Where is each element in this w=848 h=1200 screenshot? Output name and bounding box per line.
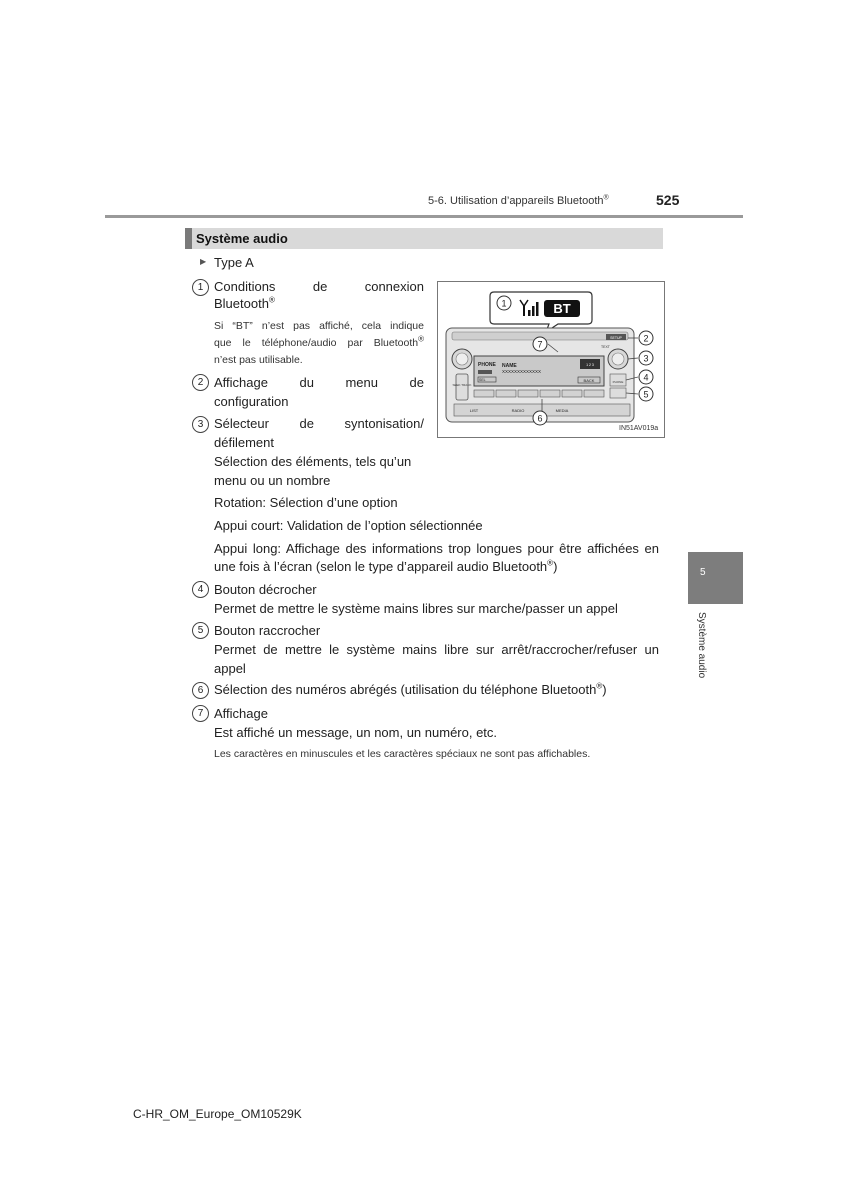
item-3-desc-line: Rotation: Sélection d’une option	[214, 495, 398, 510]
item-6-title-text: Sélection des numéros abrégés (utilisation du téléphone Bluetooth	[214, 682, 597, 697]
display-number-text: XXXXXXXXXXXXX	[502, 369, 542, 374]
item-4-title: Bouton décrocher	[214, 582, 317, 597]
item-3-desc-line	[214, 557, 557, 576]
item-3-title-line1	[214, 414, 424, 433]
triangle-bullet-icon: ▶	[200, 257, 207, 266]
callout-number-3: 3	[192, 416, 209, 433]
item-2-title-line2: configuration	[214, 394, 289, 409]
document-id: C-HR_OM_Europe_OM10529K	[133, 1107, 302, 1121]
item-6-title-end: )	[602, 682, 607, 697]
item-3-desc-end: )	[553, 559, 558, 574]
item-1-title-line2	[214, 294, 275, 313]
registered-mark: ®	[596, 681, 603, 691]
figure-code: IN51AV019a	[619, 425, 659, 432]
audio-unit-illustration	[438, 282, 664, 437]
text-button-label: TEXT	[601, 345, 610, 349]
section-heading-marker	[185, 228, 192, 249]
svg-text:3: 3	[643, 353, 649, 364]
callout-number-1: 1	[192, 279, 209, 296]
seek-track-rocker	[456, 374, 468, 400]
registered-mark: ®	[268, 295, 275, 305]
display-car-icon	[478, 370, 492, 374]
item-3-desc-line: Sélection des éléments, tels qu’un	[214, 454, 412, 469]
svg-text:6: 6	[537, 413, 543, 424]
callout-number-2: 2	[192, 374, 209, 391]
on-hook-button	[610, 388, 626, 398]
item-5-desc-line: appel	[214, 661, 246, 676]
figure-callout-4	[639, 370, 653, 384]
item-7-title: Affichage	[214, 706, 268, 721]
audio-unit-figure	[437, 281, 665, 438]
section-heading	[185, 228, 663, 249]
item-1-note-line: Si “BT” n’est pas affiché, cela indique	[214, 320, 424, 332]
figure-callout-6	[533, 411, 547, 425]
callout-number-4: 4	[192, 581, 209, 598]
item-1-word: connexion	[364, 279, 424, 294]
item-2-title-line1	[214, 373, 424, 392]
display-status-text: 1 2 3	[586, 363, 594, 367]
chapter-tab-number: 5	[700, 567, 706, 578]
section-heading-label: Système audio	[196, 231, 288, 246]
setup-button-label: SETUP	[610, 336, 622, 340]
item-5-desc-line: Permet de mettre le système mains libre sur arrêt/raccrocher/refuser un	[214, 642, 659, 657]
item-3-desc-line: Appui long: Affichage des informations trop longues pour être affichées en	[214, 541, 659, 556]
item-3-desc-line: menu ou un nombre	[214, 473, 331, 488]
callout-number-6: 6	[192, 682, 209, 699]
item-7-note: Les caractères en minuscules et les caractères spéciaux ne sont pas affichables.	[214, 748, 591, 760]
item-1-note-line	[214, 335, 424, 352]
item-3-word: syntonisation/	[344, 416, 424, 431]
running-header	[428, 195, 609, 207]
svg-text:2: 2	[643, 333, 649, 344]
list-button-label: LIST	[469, 408, 479, 413]
item-3-desc-line: Appui court: Validation de l’option sélectionnée	[214, 518, 483, 533]
item-2-word: menu	[345, 375, 378, 390]
callout-number-7: 7	[192, 705, 209, 722]
display-phone-label: PHONE	[478, 362, 496, 368]
registered-mark: ®	[418, 334, 424, 344]
item-7-desc: Est affiché un message, un nom, un numéro, etc.	[214, 725, 498, 740]
item-1-bluetooth: Bluetooth	[214, 296, 269, 311]
item-2-word: du	[299, 375, 314, 390]
display-name-text: NAME	[502, 363, 517, 369]
figure-callout-2	[639, 331, 653, 345]
svg-text:1: 1	[501, 298, 507, 309]
figure-callout-5	[639, 387, 653, 401]
seek-track-label: SEEK TRACK	[452, 383, 472, 387]
item-3-word: de	[299, 416, 314, 431]
item-2-word: Affichage	[214, 375, 268, 390]
item-1-word: Conditions	[214, 279, 276, 294]
svg-text:4: 4	[643, 372, 649, 383]
item-3-desc-text: une fois à l’écran (selon le type d’appareil audio Bluetooth	[214, 559, 548, 574]
item-4-desc: Permet de mettre le système mains libres sur marche/passer un appel	[214, 601, 618, 616]
display-sel-label: SEL	[479, 378, 486, 382]
chapter-tab	[688, 552, 743, 604]
type-label: Type A	[214, 255, 254, 270]
figure-callout-3	[639, 351, 653, 365]
registered-mark: ®	[547, 558, 554, 568]
bt-badge-text: BT	[553, 301, 571, 316]
display-back-label: BACK	[583, 378, 595, 383]
header-rule	[105, 215, 743, 218]
svg-text:5: 5	[643, 389, 649, 400]
item-1-note-line: n’est pas utilisable.	[214, 354, 303, 366]
registered-mark: ®	[603, 194, 609, 202]
page-number: 525	[656, 192, 680, 208]
figure-callout-1	[497, 296, 511, 310]
item-3-title-line2: défilement	[214, 435, 274, 450]
item-5-title: Bouton raccrocher	[214, 623, 321, 638]
item-2-word: de	[409, 375, 424, 390]
media-button-label: MEDIA	[555, 408, 569, 413]
chapter-tab-title: Système audio	[696, 612, 707, 679]
radio-button-label: RADIO	[511, 408, 525, 413]
phone-button-label: PHONE	[612, 380, 624, 384]
callout-number-5: 5	[192, 622, 209, 639]
item-6-title	[214, 680, 607, 699]
svg-text:7: 7	[537, 339, 543, 350]
running-header-text: 5-6. Utilisation d’appareils Bluetooth	[428, 195, 604, 207]
figure-callout-7	[533, 337, 547, 351]
item-1-word: de	[312, 279, 328, 294]
item-1-note-text: que le téléphone/audio par Bluetooth	[214, 337, 419, 349]
item-3-word: Sélecteur	[214, 416, 269, 431]
